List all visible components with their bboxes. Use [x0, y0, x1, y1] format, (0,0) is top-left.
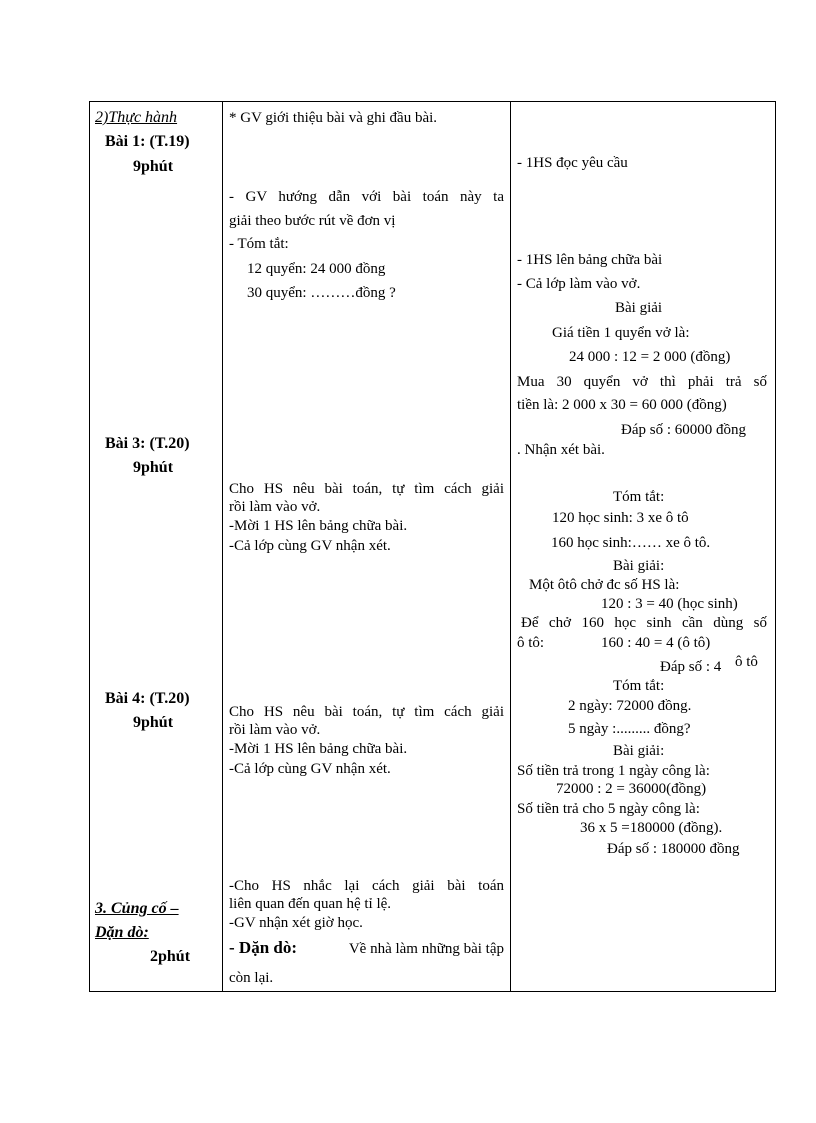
dan-do-label: - Dặn dò:: [229, 938, 298, 957]
cung-co-line3: -GV nhận xét giờ học.: [229, 915, 363, 931]
b4-solution-line3: Số tiền trả cho 5 ngày công là:: [517, 801, 700, 817]
b4-solution-line1: Số tiền trả trong 1 ngày công là:: [517, 763, 710, 779]
table-border-bottom: [89, 991, 776, 992]
bai1-summary-line2: 30 quyển: ………đồng ?: [247, 285, 396, 301]
cung-co-line5: còn lại.: [229, 970, 274, 986]
b1-class-work: - Cả lớp làm vào vở.: [517, 276, 641, 292]
bai3-instruction-line1: Cho HS nêu bài toán, tự tìm cách giải: [229, 481, 504, 497]
b4-answer: Đáp số : 180000 đồng: [607, 841, 740, 857]
b3-solution-line4b: 160 : 40 = 4 (ô tô): [601, 635, 711, 651]
b3-answer-unit: ô tô: [735, 654, 758, 670]
b4-summary-line2: 5 ngày :......... đồng?: [568, 721, 691, 737]
bai3-instruction-line2: rồi làm vào vở.: [229, 499, 321, 515]
b3-solution-line2: 120 : 3 = 40 (học sinh): [601, 596, 738, 612]
bai1-guide-line2: giải theo bước rút về đơn vị: [229, 213, 396, 229]
teacher-intro: * GV giới thiệu bài và ghi đầu bài.: [229, 110, 438, 126]
b3-answer: Đáp số : 4: [660, 659, 722, 675]
bai4-instruction-line3: -Mời 1 HS lên bảng chữa bài.: [229, 741, 408, 757]
cung-co-time: 2phút: [150, 948, 191, 965]
b3-summary-heading: Tóm tắt:: [613, 489, 665, 505]
bai3-instruction-line4: -Cả lớp cùng GV nhận xét.: [229, 538, 391, 554]
table-border-right: [775, 101, 776, 992]
b1-review: . Nhận xét bài.: [517, 442, 605, 458]
b1-solution-line2: 24 000 : 12 = 2 000 (đồng): [569, 349, 731, 365]
bai4-time: 9phút: [133, 714, 174, 731]
b3-solution-heading: Bài giải:: [613, 558, 665, 574]
bai3-instruction-line3: -Mời 1 HS lên bảng chữa bài.: [229, 518, 408, 534]
b4-summary-line1: 2 ngày: 72000 đồng.: [568, 698, 692, 714]
b1-solution-line4: tiền là: 2 000 x 30 = 60 000 (đồng): [517, 397, 727, 413]
b1-student-read: - 1HS đọc yêu cầu: [517, 155, 628, 171]
b1-answer: Đáp số : 60000 đồng: [621, 422, 746, 438]
bai1-guide-line1: - GV hướng dẫn với bài toán này ta: [229, 189, 504, 205]
bai4-heading: Bài 4: (T.20): [105, 690, 190, 707]
table-divider-2: [510, 101, 511, 992]
bai3-time: 9phút: [133, 459, 174, 476]
bai3-heading: Bài 3: (T.20): [105, 435, 190, 452]
b3-summary-line2: 160 học sinh:…… xe ô tô.: [551, 535, 711, 551]
b1-solution-line3: Mua 30 quyển vở thì phải trả số: [517, 374, 767, 390]
b3-summary-line1: 120 học sinh: 3 xe ô tô: [552, 510, 689, 526]
table-divider-1: [222, 101, 223, 992]
b1-solution-line1: Giá tiền 1 quyển vở là:: [552, 325, 690, 341]
table-border-top: [89, 101, 776, 102]
b3-solution-line4a: ô tô:: [517, 635, 545, 651]
b3-solution-line1: Một ôtô chở đc số HS là:: [529, 577, 680, 593]
b1-student-board: - 1HS lên bảng chữa bài: [517, 252, 663, 268]
section-cung-co: 3. Củng cố –: [95, 900, 179, 917]
cung-co-line2: liên quan đến quan hệ tỉ lệ.: [229, 896, 392, 912]
section-thuc-hanh: 2)Thực hành: [95, 109, 178, 126]
bai1-summary-label: - Tóm tắt:: [229, 236, 289, 252]
bai4-instruction-line2: rồi làm vào vở.: [229, 722, 321, 738]
b4-solution-heading: Bài giải:: [613, 743, 665, 759]
dan-do-text: Về nhà làm những bài tập: [348, 941, 504, 957]
bai1-heading: Bài 1: (T.19): [105, 133, 190, 150]
cung-co-line1: -Cho HS nhắc lại cách giải bài toán: [229, 878, 504, 894]
bai1-summary-line1: 12 quyển: 24 000 đồng: [247, 261, 386, 277]
bai1-time: 9phút: [133, 158, 174, 175]
dan-do-line: [229, 939, 504, 957]
b3-solution-line3: Để chở 160 học sinh cần dùng số: [521, 615, 767, 631]
bai4-instruction-line4: -Cả lớp cùng GV nhận xét.: [229, 761, 391, 777]
section-dan-do: Dặn dò:: [95, 924, 149, 941]
b4-solution-line4: 36 x 5 =180000 (đồng).: [580, 820, 723, 836]
table-border-left: [89, 101, 90, 992]
b1-solution-heading: Bài giải: [615, 300, 663, 316]
b4-solution-line2: 72000 : 2 = 36000(đồng): [556, 781, 707, 797]
bai4-instruction-line1: Cho HS nêu bài toán, tự tìm cách giải: [229, 704, 504, 720]
b4-summary-heading: Tóm tắt:: [613, 678, 665, 694]
